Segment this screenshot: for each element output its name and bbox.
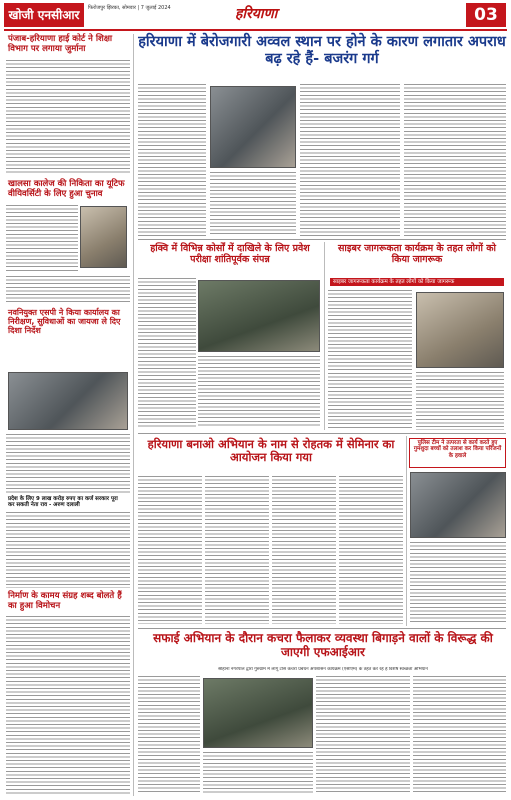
cyber-story-text-2 xyxy=(416,372,504,430)
haqvi-story-text xyxy=(138,278,196,428)
masthead: खोजी एनसीआर xyxy=(4,3,84,27)
fir-story-text-4 xyxy=(413,676,506,794)
fir-story-text-2 xyxy=(203,752,313,794)
fir-headline: सफाई अभियान के दौरान कचरा फैलाकर व्यवस्था बिगाड़ने वालों के विरूद्ध की जाएगी एफआईआर xyxy=(153,631,493,659)
officer-photo xyxy=(416,292,504,368)
student-photo xyxy=(80,206,127,268)
police-team-photo xyxy=(410,472,506,538)
khalsa-story-text-2 xyxy=(6,276,130,304)
lead-story-text-4 xyxy=(404,84,506,236)
section-rule-2 xyxy=(138,433,506,434)
bank-headline: प्रदेश के लिए 9 लाख करोड़ रुपए का कर्ज सरकार पूरा कर सकती नेता राव - अरुण दलाली xyxy=(8,496,118,509)
page-number: 03 xyxy=(466,3,506,27)
page-header xyxy=(0,0,511,30)
column-divider-2 xyxy=(324,242,325,430)
section-rule-3 xyxy=(138,628,506,629)
fir-story-text xyxy=(138,676,200,794)
bank-story-text xyxy=(6,512,130,588)
fine-story-text xyxy=(6,60,130,175)
khalsa-story-text xyxy=(6,205,78,273)
police-headline: पुलिस टीम ने तत्परता से कार्य करते हुए गुमशुदा बच्चों को तलाश कर किया परिजनों के हवाले xyxy=(413,440,502,459)
sp-headline: नवनियुक्त एसपी ने किया कार्यालय का निरीक्षण, सुविधाओं का जायजा ले दिए दिशा निर्देश xyxy=(8,308,121,336)
seminar-headline: हरियाणा बनाओ अभियान के नाम से रोहतक में सेमिनार का आयोजन किया गया xyxy=(147,437,395,465)
section-title: हरियाणा xyxy=(235,6,278,22)
section-rule xyxy=(138,239,506,240)
lead-story-text-3 xyxy=(300,84,400,236)
khalsa-headline: खालसा कालेज की निकिता का यूटिफ वीयिवर्सिटी के लिए हुआ चुनाव xyxy=(8,179,125,199)
lead-photo xyxy=(210,86,296,168)
fine-headline: पंजाब-हरियाणा हाई कोर्ट ने शिक्षा विभाग पर लगाया जुर्माना xyxy=(8,34,113,54)
header-rule xyxy=(4,29,507,31)
sp-office-photo xyxy=(8,372,128,430)
dateline: फिरोजपुर झिरका, सोमवार | 7 जुलाई 2024 xyxy=(88,5,171,11)
nirman-headline: निर्माण के कामय संग्रह शब्द बोलते हैं का हुआ विमोचन xyxy=(8,591,122,611)
seminar-story-text xyxy=(138,476,202,624)
sp-story-text xyxy=(6,434,130,494)
column-divider xyxy=(133,34,134,796)
seminar-story-text-2 xyxy=(205,476,269,624)
seminar-story-text-3 xyxy=(272,476,336,624)
police-story-text xyxy=(410,542,506,624)
column-divider-3 xyxy=(406,436,407,626)
fir-story-text-3 xyxy=(316,676,410,794)
lead-headline: हरियाणा में बेरोजगारी अव्वल स्थान पर होने के कारण लगातार अपराध बढ़ रहे हैं- बजरंग गर्ग xyxy=(138,34,506,67)
nirman-story-text xyxy=(6,616,130,794)
cyber-headline: साइबर जागरूकता कार्यक्रम के तहत लोगों को किया जागरूक xyxy=(338,243,496,265)
lead-story-text xyxy=(138,84,206,236)
cyber-banner: साइबर जागरूकता कार्यक्रम के तहत लोगों को किया जागरूक xyxy=(330,278,504,286)
cyber-story-text xyxy=(328,290,412,430)
lead-story-text-2 xyxy=(210,172,296,236)
haqvi-story-text-2 xyxy=(198,356,320,428)
cleanliness-photo xyxy=(203,678,313,748)
fir-strapline: सोहाना नगरपाल द्वारा गुरुग्राम में लागू टोस कचरा प्रबंधन अपशासन कार्यक्रम (एसीएम) के तहत कर रहे हैं विशेष स्वच्छता अभियान xyxy=(218,667,428,672)
haqvi-headline: हक्वि में विभिन्न कोर्सों में दाखिले के लिए प्रवेश परीक्षा शांतिपूर्वक संपन्न xyxy=(150,243,310,265)
seminar-story-text-4 xyxy=(339,476,403,624)
exam-hall-photo xyxy=(198,280,320,352)
